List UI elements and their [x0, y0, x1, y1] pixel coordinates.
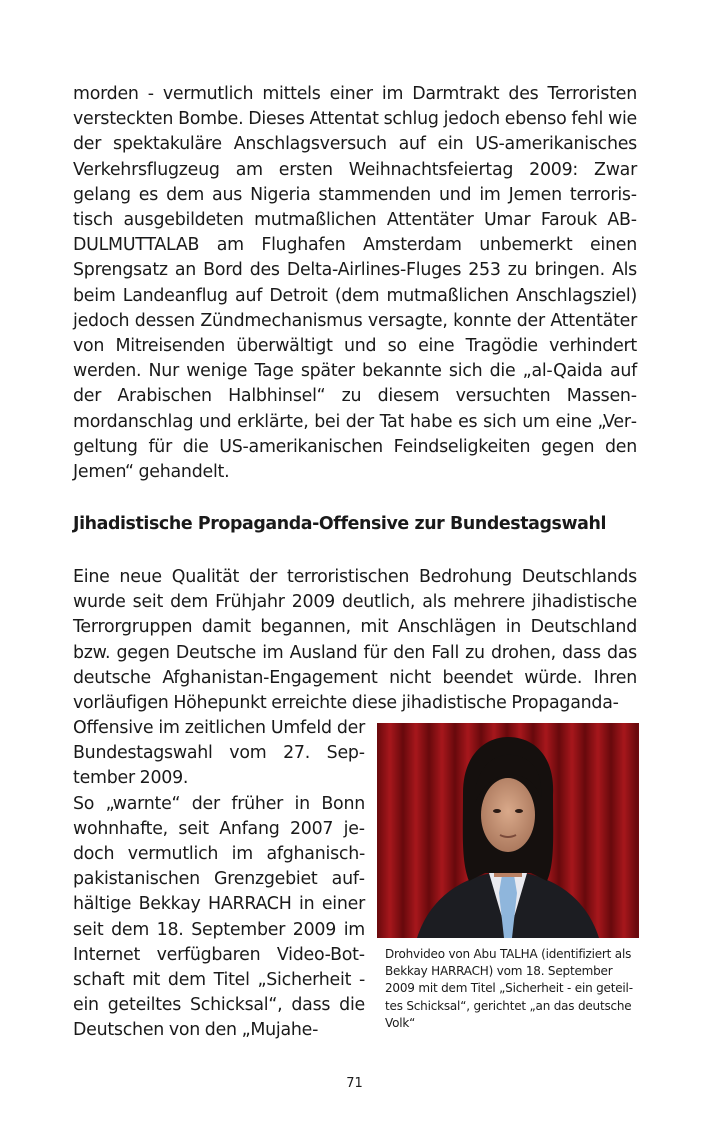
paragraph-3b: So „warnte“ der früher in Bonn wohnhafte, seit Anfang 2007 jedoch vermutlich im afghanisch-pakistanischen Grenzgebiet aufhältige Bekkay HARRACH in einer seit dem 18. September 2009 im Internet verfügbaren Video-Botschaft mit dem Titel „Sicherheit - ein geteiltes Schicksal“, dass die Deutschen von den „Mujahe- — [73, 793, 365, 1041]
figure — [377, 723, 639, 1032]
paragraph-1: morden - vermutlich mittels einer im Darmtrakt des Terroristen versteckten Bombe. Dieses Attentat schlug jedoch ebenso fehl wie der spektakuläre Anschlagsversuch auf ein US-amerikanisches Verkehrsflugzeug am ersten Weihnachtsfeiertag 2009: Zwar gelang es dem aus Nigeria stammenden und im Jemen terroristisch ausgebildeten mutmaßlichen Attentäter Umar Farouk ABDULMUTTALAB am Flughafen Amsterdam unbemerkt einen Sprengsatz an Bord des Delta-Airlines-Fluges 253 zu bringen. Als beim Landeanflug auf Detroit (dem mutmaßlichen Anschlagsziel) jedoch dessen Zündmechanismus versagte, konnte der Attentäter von Mitreisenden überwältigt und so eine Tragödie verhindert werden. Nur wenige Tage später bekannte sich die „al-Qaida auf der Arabischen Halbhinsel“ zu diesem versuchten Massenmordanschlag und erklärte, bei der Tat habe es sich um eine „Vergeltung für die US-amerikanischen Feindseligkeiten gegen den Jemen“ gehandelt. — [73, 84, 637, 483]
section-heading: Jihadistische Propaganda-Offensive zur Bundestagswahl — [73, 514, 607, 534]
paragraph-3a: Offensive im zeitlichen Umfeld der Bundestagswahl vom 27. September 2009. — [73, 718, 365, 789]
video-still-photo — [377, 723, 639, 938]
figure-caption: Drohvideo von Abu TALHA (identifiziert als Bekkay HARRACH) vom 18. September 2009 mit dem Titel „Sicherheit - ein geteiltes Schicksal“, gerichtet „an das deutsche Volk“ — [385, 947, 634, 1030]
paragraph-2: Eine neue Qualität der terroristischen Bedrohung Deutschlands wurde seit dem Frühjahr 2009 deutlich, als mehrere jihadistische Terrorgruppen damit begannen, mit Anschlägen in Deutschland bzw. gegen Deutsche im Ausland für den Fall zu drohen, dass das deutsche Afghanistan-Engagement nicht beendet würde. Ihren vorläufigen Höhepunkt erreichte diese jihadistische Propaganda- — [73, 567, 637, 714]
page-number: 71 — [346, 1076, 363, 1091]
person-portrait-icon — [377, 723, 639, 938]
paragraph-3-column — [73, 716, 365, 1044]
